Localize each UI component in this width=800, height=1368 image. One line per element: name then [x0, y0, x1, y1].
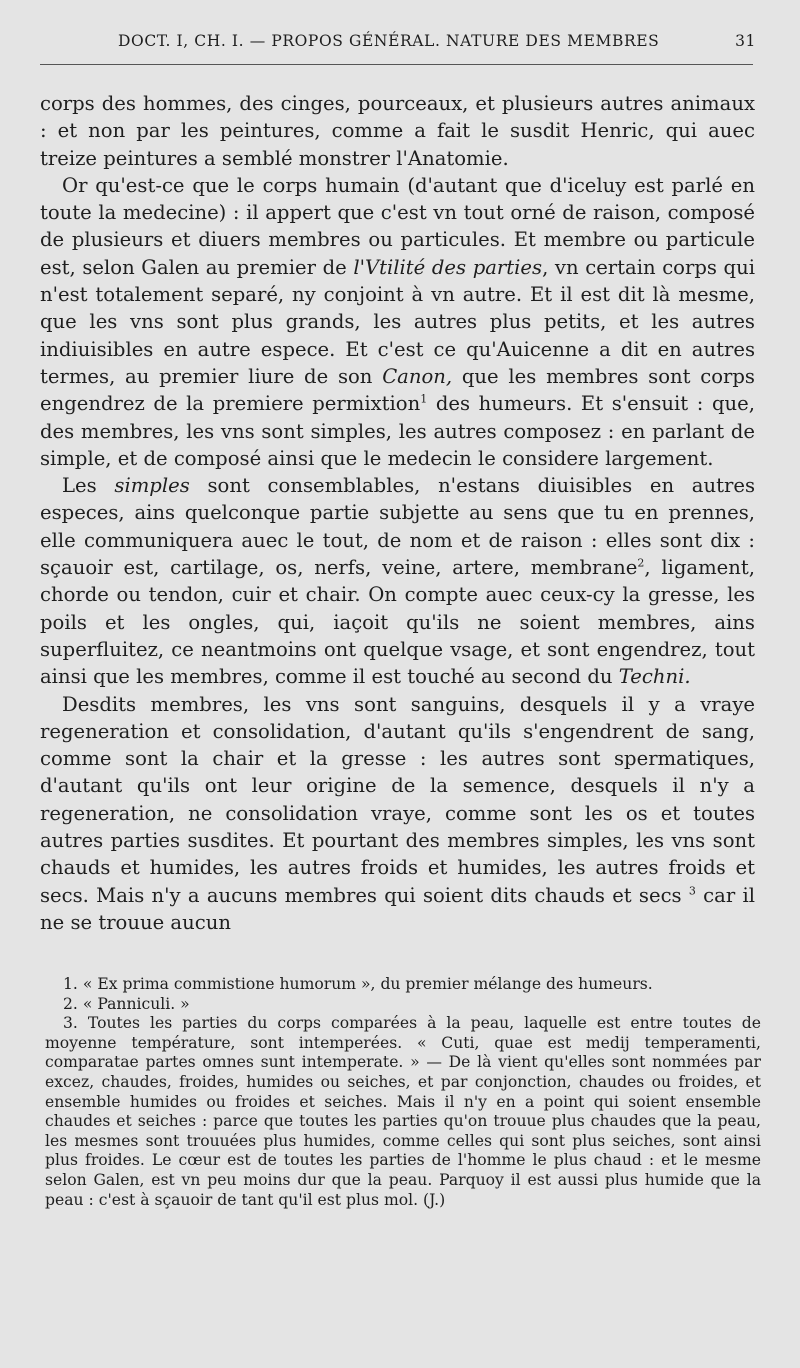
- footnote-3: 3. Toutes les parties du corps comparées à la peau, laquelle est entre toutes de moyenne température, sont intemperées. « Cuti, quae est medij temperamenti, comparatae partes omnes sunt intemperate. » — De là vient qu'elles sont nommées par excez, chaudes, froides, humides ou seiches, et par conjonction, chaudes ou froides, et ensemble humides ou froides et seiches. Mais il n'y en a point qui soient ensemble chaudes et seiches : parce que toutes les parties qu'on trouue plus chaudes que la peau, les mesmes sont trouuées plus humides, comme celles qui sont plus seiches, sont ainsi plus froides. Le cœur est de toutes les parties de l'homme le plus chaud : et le mesme selon Galen, est vn peu moins dur que la peau. Parquoy il est aussi plus humide que la peau : c'est à sçauoir de tant qu'il est plus mol. (J.): [45, 1014, 761, 1209]
- running-header: [40, 32, 762, 58]
- paragraph-2-text-c: que les membres sont corps engendrez de la premiere permixtion: [40, 364, 755, 416]
- paragraph-2: [40, 172, 755, 472]
- paragraph-2-text-a: Or qu'est-ce que le corps humain (d'autant que d'iceluy est parlé en toute la medecine) : il appert que c'est vn tout orné de raison, composé de plusieurs et diuers membres ou particules. Et membre ou particule est, selon Galen au premier de: [40, 173, 755, 279]
- book-title-canon: Canon,: [382, 364, 453, 388]
- book-title-vtilite: l'Vtilité des parties: [353, 255, 543, 279]
- footnotes: [45, 975, 761, 1210]
- paragraph-4: [40, 691, 755, 937]
- book-title-techni: Techni.: [618, 665, 691, 689]
- footnote-ref-2[interactable]: 2: [637, 556, 645, 570]
- paragraph-3-text-b: sont consemblables, n'estans diuisibles en autres especes, ains quelconque partie subjette au sens que tu en prennes, elle communiquera auec le tout, de nom et de raison : elles sont dix : sçauoir est, cartilage, os, nerfs, veine, artere, membrane: [40, 474, 755, 580]
- term-simples: simples: [114, 474, 190, 498]
- paragraph-3-text-c: , ligament, chorde ou tendon, cuir et chair. On compte auec ceux-cy la gresse, les poils et les ongles, qui, iaçoit qu'ils ne soient membres, ains superfluitez, ce neantmoins ont quelque vsage, et sont engendrez, tout ainsi que les membres, comme il est touché au second du: [40, 556, 755, 689]
- paragraph-1-text: corps des hommes, des cinges, pourceaux, et plusieurs autres animaux : et non par les peintures, comme a fait le susdit Henric, qui auec treize peintures a semblé monstrer l'Anatomie.: [40, 92, 755, 170]
- running-title: DOCT. I, CH. I. — PROPOS GÉNÉRAL. NATURE DES MEMBRES: [118, 32, 660, 50]
- paragraph-4-text-a: Desdits membres, les vns sont sanguins, desquels il y a vraye regeneration et consolidation, d'autant qu'ils s'engendrent de sang, comme sont la chair et la gresse : les autres sont spermatiques, d'autant qu'ils ont leur origine de la semence, desquels il n'y a regeneration, ne consolidation vraye, comme sont les os et toutes autres parties susdites. Et pourtant des membres simples, les vns sont chauds et humides, les autres froids et humides, les autres froids et secs. Mais n'y a aucuns membres qui soient dits chauds et secs: [40, 692, 755, 907]
- footnote-2: 2. « Panniculi. »: [63, 994, 190, 1013]
- paragraph-4-text-b: car il ne se trouue aucun: [40, 883, 756, 934]
- footnote-ref-1[interactable]: 1: [420, 392, 428, 406]
- paragraph-3: [40, 472, 755, 690]
- paragraph-2-text-d: des humeurs. Et s'ensuit : que, des membres, les vns sont simples, les autres composez : en parlant de simple, et de composé ainsi que le medecin le considere largement.: [40, 392, 755, 470]
- paragraph-2-text-b: , vn certain corps qui n'est totalement separé, ny conjoint à vn autre. Et il est dit là mesme, que les vns sont plus grands, les autres plus petits, et les autres indiuisibles en autre espece. Et c'est ce qu'Auicenne a dit en autres termes, au premier liure de son: [40, 255, 755, 388]
- main-text: [40, 90, 755, 936]
- footnote-ref-3[interactable]: 3: [688, 884, 696, 898]
- footnote-1: 1. « Ex prima commistione humorum », du premier mélange des humeurs.: [63, 975, 653, 993]
- header-rule: [40, 64, 753, 65]
- paragraph-1: [40, 90, 755, 172]
- page-number: 31: [735, 32, 756, 50]
- paragraph-3-text-a: Les: [62, 474, 115, 498]
